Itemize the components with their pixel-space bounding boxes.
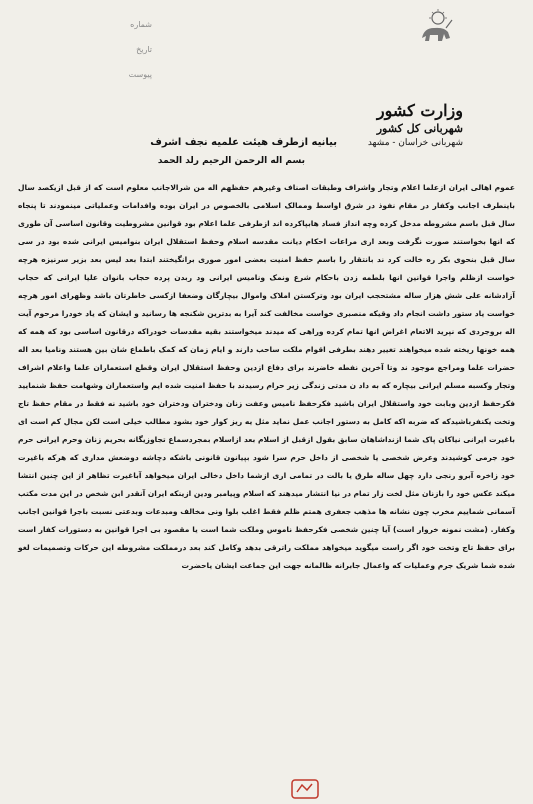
- ministry-office: شهربانی کل کشور: [376, 122, 463, 135]
- date-label: تاریخ: [136, 45, 152, 54]
- letterhead-fields: [60, 12, 152, 87]
- body-paragraph: عموم اهالی ایران ازعلما اعلام وتجار واشراف وطبقات اصناف وغیرهم حفظهم اله من شرالاجانب معلوم است که از قبل ازیکصد سال باینطرف اجانب وکفار در مقام نفوذ در شرق اواسط وممالک اسلامی بالخصوص در ایران بوده وافدامات وعملیاتی مینمودند تا پنجاه سال قبل باسم مشروطه مدخل کرده وچه انداز فساد هابپاکرده اند ازطرفی علما اعلام بود قوانین مشروطیت وقانون اساسی آن طوری که انها بخواستند صورت نگرفت وبعد اری مراعات احکام دیانت مقدسه اسلام وحفظ استقلال ایران بنوامیس ایرانی شده بود در سی سال قبل بنحوی بکر ره خالت کرد ند بانتقار را باسم حفظ امنیت بعضی امور صوری برانگیختند ابتدا بعد لیس بعد بزیر سرنیزه هرچه خواست ازظلم واجرا قوانین انها بلطمه زدن باحکام شرع ونمک ونامیس ایرانی ود ربدن پرده حجاب بانوان علیا ایرانی که حجاب آزادشانه علی شش هزار ساله مشتحجب ایران بود وترکستن املاک واموال بیچارگان وضعفا ازکسی خاطرتان باشد وظهرای امور هرچه خواست یاد ستور داشت انجام داد وقیکه منصبری خواست مخالفت کند آیرا به بدترین شکنجه ها رسانید و ایشان که یاد خودرا مرحوم آیت اله بروجردی که نپرید الاتعام اغراض انها تمام کرده وراهی که میدند میخواستند بقیه مقدسات خودراکه درقانون اساسی بود که همه که همه خونها ریخته شده میخواهند تغییر دهند بطرفی اقوام ملکت ساحب دارند و ایام زمان که کمک باطماع شان بین هستند ونامیا بعد اله حضرات علما ومراجع موجود ند وتا آخرین نفطه خاضرند برای دفاع ازدین وحفظ استقلال ایران وقطع استعماران علما واعلام اشراف وتجار وکسبه مسلم ایرانی بیچاره که به داد ن مدتی زندگی زیر حرام رسیدند با حفظ امنیت شده ایم واستعماران وشهامت حفظ شنمایید فکرحفظ ازدین وبابت خود واستقلال ایران باشید فکرحفظ نامیس وعفت زنان ودختران ودختران خود باشید نه فقط در مقام حفظ تاج وتخت یکنفرباشیدکه که ضربه اکه کامل به دستور اجانب عمل نماید مثل یه ریز کوار خود بشود مطالب خیلی است لکن مجال کم است ای باغیرت ایرانی نیاکان پاک شما ازنداشاهان سابق بقول ازقبل از اسلام بعد ازاسلام بمجردسماع تجاوزیگانه بحریم زنان وحرم ایرانی حرم خود جرمی کوشیدند وعرض شخصی یا شخصی از داخل حرم سرا شود بپیانون قانونی باشکه دچاشه دوضعش مداری که هرکه باغیرت خود زاخره آبرو رنجی دارد چهل ساله طرق یا بالت در تمامی اری ازشما داخل دخالی ایران میخواهد آباغیرت تظاهر از این چنین انتشا میکند عکس خود را بازنان مثل لخت زار تمام در نیا انتشار میدهند که اسلام وپیامبر ودین ازینکه ایران آنقدر ابن شخص در این مدت مکتب آسمانی شماییم مخرب چون نشانه ها مذهب جعفری همتم ظلم فقط اغلب بلوا ونی مخالف ومبدعات وبدعتی نسبت باجرا قوانین اجانب وکفار. (مشت نمونه خروار است) آیا چنین شخصی فکرحفظ ناموس وملکت شما است یا مقصود بی اجرا قوانین به دستورات کفار است برای حفظ تاج وتخت خود اگر راست میگوید میخواهد مملکت راترقی بدهد وکامل کند بعد درمملکت مشروطه این حرکات وتصمیمات لغو شده شما شریک جرم وعملیات که واعمال جابرانه ظالمانه جهت این جماعت ایشان یاحضرت: [18, 183, 515, 570]
- bismillah-line: بسم اله الرحمن الرحیم رلد الحمد: [157, 156, 305, 166]
- lion-and-sun-emblem-icon: [416, 8, 454, 48]
- ministry-header: [368, 101, 463, 148]
- ministry-name: وزارت کشور: [376, 101, 463, 120]
- document-subject: بیانیه ازطرف هیئت علمیه نجف اشرف: [150, 137, 337, 148]
- document-body: [18, 179, 515, 575]
- ministry-branch: شهربانی خراسان - مشهد: [367, 138, 463, 148]
- attachment-label: پیوست: [128, 70, 152, 79]
- archive-logo-icon: [290, 776, 320, 802]
- number-label: شماره: [130, 20, 152, 29]
